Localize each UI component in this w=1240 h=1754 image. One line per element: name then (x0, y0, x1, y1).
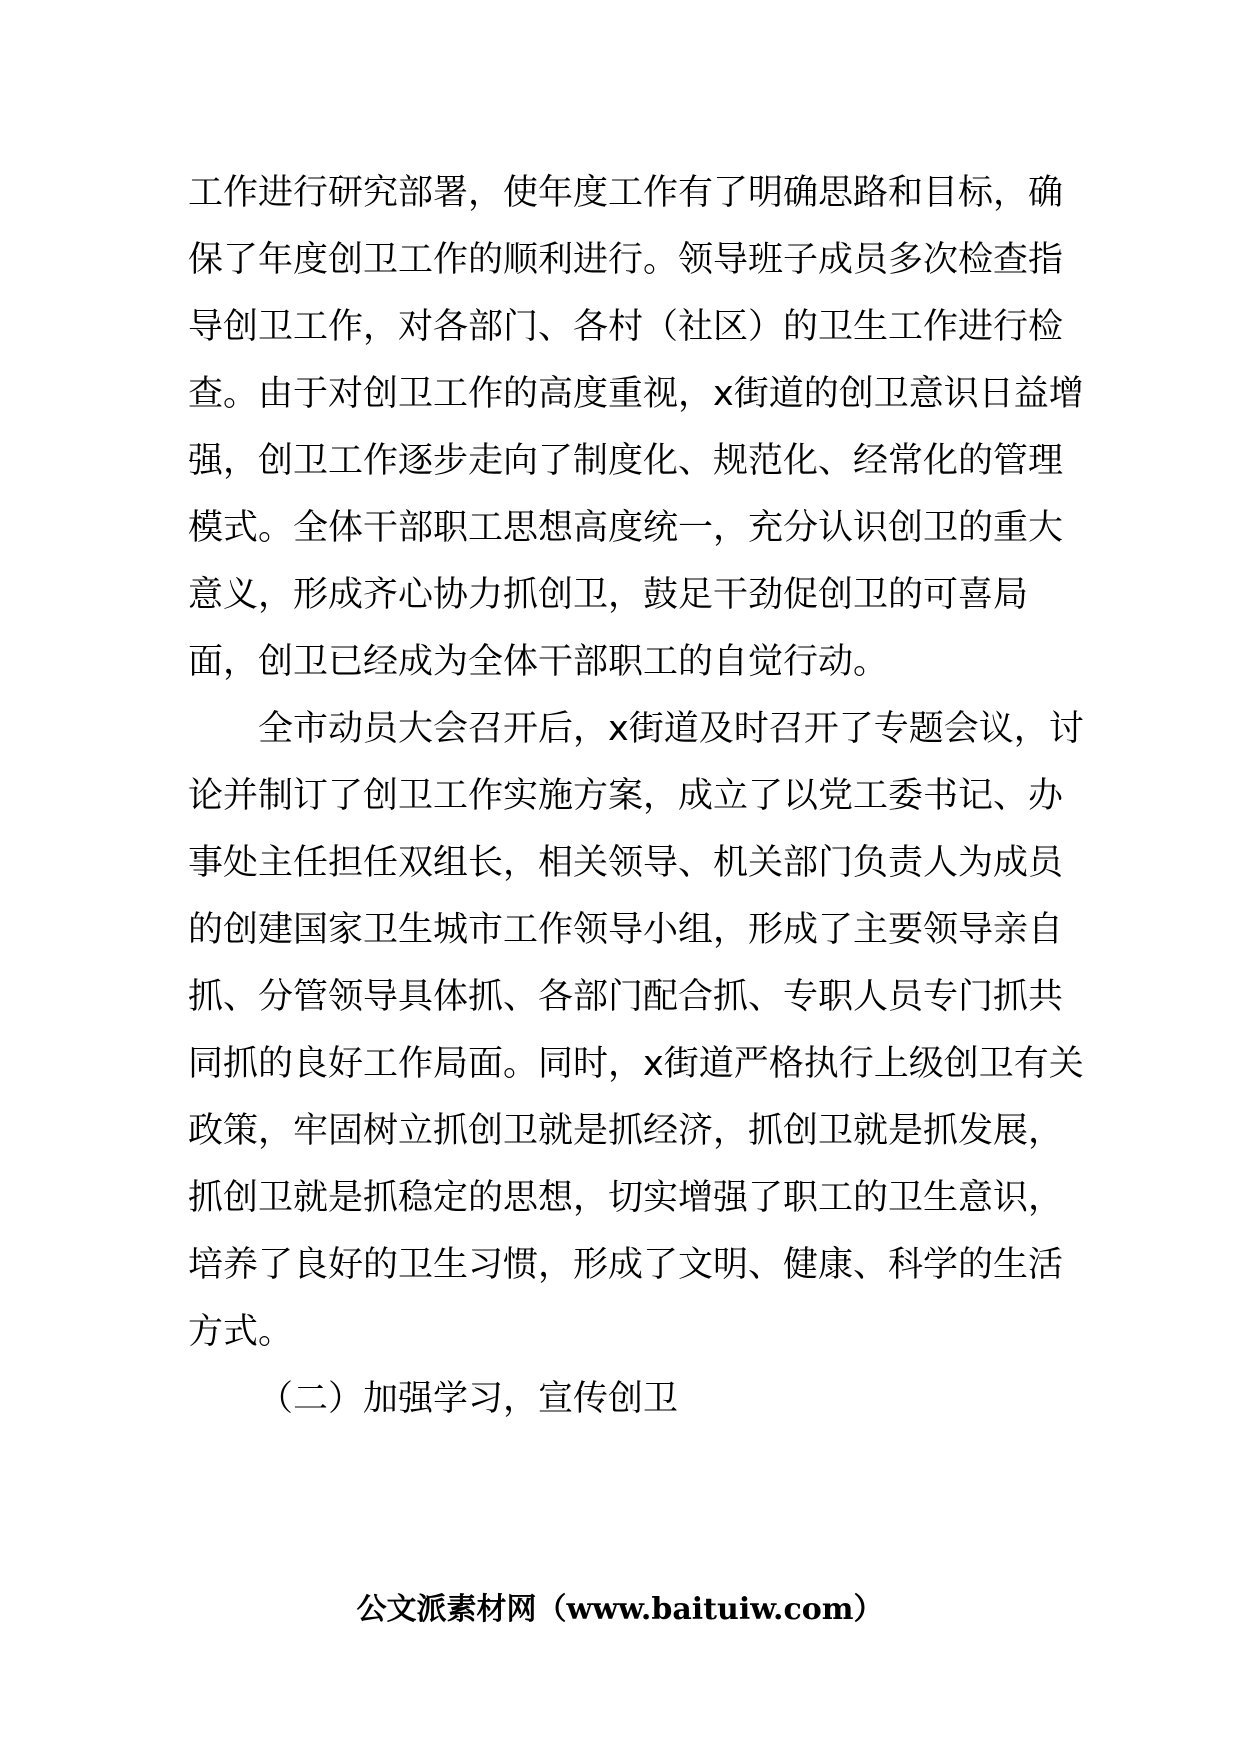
text-line: 保了年度创卫工作的顺利进行。领导班子成员多次检查指 (188, 240, 1064, 280)
text-line: 方式。 (188, 1312, 294, 1352)
text-line: 全市动员大会召开后，x街道及时召开了专题会议，讨 (258, 709, 1084, 749)
text-line: 查。由于对创卫工作的高度重视，x街道的创卫意识日益增 (188, 374, 1084, 414)
text-line: 事处主任担任双组长，相关领导、机关部门负责人为成员 (188, 843, 1064, 883)
text-line: 的创建国家卫生城市工作领导小组，形成了主要领导亲自 (188, 910, 1064, 950)
section-heading: （二）加强学习，宣传创卫 (258, 1379, 679, 1419)
text-line: 培养了良好的卫生习惯，形成了文明、健康、科学的生活 (188, 1245, 1064, 1285)
text-line: 工作进行研究部署，使年度工作有了明确思路和目标，确 (188, 173, 1064, 213)
text-line: 面，创卫已经成为全体干部职工的自觉行动。 (188, 642, 889, 682)
text-line: 导创卫工作，对各部门、各村（社区）的卫生工作进行检 (188, 307, 1064, 347)
text-line: 政策，牢固树立抓创卫就是抓经济，抓创卫就是抓发展， (188, 1111, 1064, 1151)
text-line: 模式。全体干部职工思想高度统一，充分认识创卫的重大 (188, 508, 1064, 548)
text-line: 同抓的良好工作局面。同时，x街道严格执行上级创卫有关 (188, 1044, 1084, 1084)
text-line: 强，创卫工作逐步走向了制度化、规范化、经常化的管理 (188, 441, 1064, 481)
text-line: 抓创卫就是抓稳定的思想，切实增强了职工的卫生意识， (188, 1178, 1064, 1218)
text-line: 抓、分管领导具体抓、各部门配合抓、专职人员专门抓共 (188, 977, 1064, 1017)
text-line: 论并制订了创卫工作实施方案，成立了以党工委书记、办 (188, 776, 1064, 816)
footer-source: 公文派素材网（www.baituiw.com） (356, 1592, 884, 1627)
text-line: 意义，形成齐心协力抓创卫，鼓足干劲促创卫的可喜局 (188, 575, 1029, 615)
